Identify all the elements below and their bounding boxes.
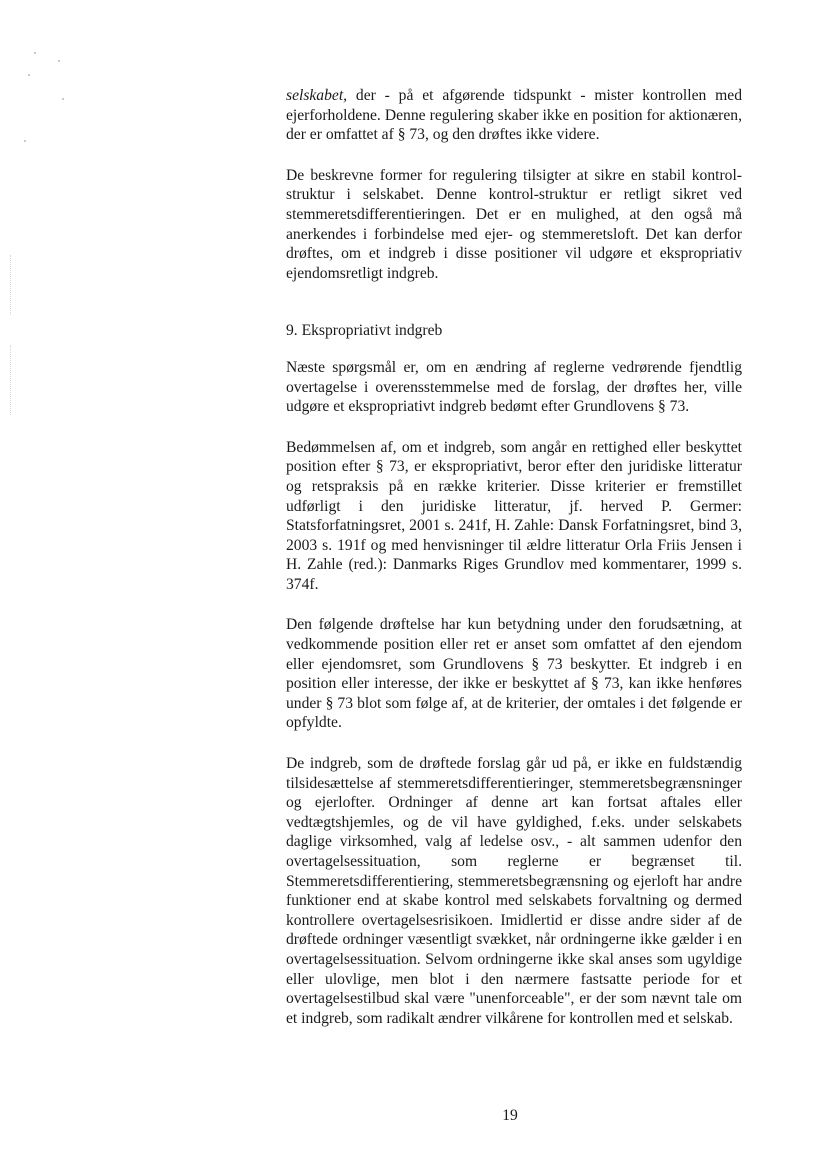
paragraph-3: Næste spørgsmål er, om en ændring af reglerne vedrørende fjendtlig overtagelse i overensstemmelse med de forslag, der drøftes her, ville udgøre et ekspropriativt indgreb bedømt efter Grundlovens § 73. <box>286 358 742 416</box>
scan-speck <box>34 52 36 54</box>
scan-margin-line <box>10 345 11 415</box>
scan-speck <box>58 60 60 62</box>
paragraph-1-text: der - på et afgørende tidspunkt - mister kontrollen med ejerforholdene. Denne regulering skaber ikke en position for aktionæren, der er omfattet af § 73, og den drøftes ikke videre. <box>286 87 742 144</box>
scan-speck <box>28 74 30 76</box>
paragraph-5: Den følgende drøftelse har kun betydning under den forudsætning, at vedkommende position eller ret er anset som omfattet af den ejendom eller ejendomsret, som Grundlovens § 73 beskytter. Et indgreb i en position eller interesse, der ikke er beskyttet af § 73, kan ikke henføres under § 73 blot som følge af, at de kriterier, der omtales i det følgende er opfyldte. <box>286 616 742 732</box>
scan-speck <box>24 140 26 142</box>
paragraph-4: Bedømmelsen af, om et indgreb, som angår en rettighed eller beskyttet position efter § 73, er ekspropriativt, beror efter den juridiske litteratur og retspraksis på en række kriterier. Disse kriterier er fremstillet udførligt i den juridiske litteratur, jf. herved P. Germer: Statsforfatningsret, 2001 s. 241f, H. Zahle: Dansk Forfatningsret, bind 3, 2003 s. 191f og med henvisninger til ældre litteratur Orla Friis Jensen i H. Zahle (red.): Danmarks Riges Grundlov med kommentarer, 1999 s. 374f. <box>286 438 742 593</box>
paragraph-2: De beskrevne former for regulering tilsigter at sikre en stabil kontrol-struktur i selskabet. Denne kontrol-struktur er retligt sikret ved stemmeretsdifferentieringen. Det er en mulighed, at den også må anerkendes i forbindelse med ejer- og stemmeretsloft. Det kan derfor drøftes, om et indgreb i disse positioner vil udgøre et ekspropriativ ejendomsretligt indgreb. <box>286 166 742 282</box>
document-page <box>286 86 742 1028</box>
paragraph-6: De indgreb, som de drøftede forslag går ud på, er ikke en fuldstændig tilsidesættelse af stemmeretsdifferentieringer, stemmeretsbegrænsninger og ejerlofter. Ordninger af denne art kan fortsat aftales eller vedtægtshjemles, og de vil have gyldighed, f.eks. under selskabets daglige virksomhed, valg af ledelse osv., - alt sammen udenfor den overtagelsessituation, som reglerne er begrænset til. Stemmeretsdifferentiering, stemmeretsbegrænsning og ejerloft har andre funktioner end at skabe kontrol med selskabets forvaltning og dermed kontrollere overtagelsesrisikoen. Imidlertid er disse andre sider af de drøftede ordninger væsentligt svækket, når ordningerne ikke gælder i en overtagelsessituation. Selvom ordningerne ikke skal anses som ugyldige eller ulovlige, men blot i den nærmere fastsatte periode for et overtagelsestilbud skal være "unenforceable", er der som nævnt tale om et indgreb, som radikalt ændrer vilkårene for kontrollen med et selskab. <box>286 755 742 1027</box>
section-heading: 9. Ekspropriativt indgreb <box>286 322 443 340</box>
scan-margin-line <box>10 255 11 315</box>
page-number: 19 <box>502 1107 518 1124</box>
scan-speck <box>62 98 64 100</box>
paragraph-1 <box>286 86 742 145</box>
paragraph-1-italic-lead: selskabet, <box>286 87 348 104</box>
